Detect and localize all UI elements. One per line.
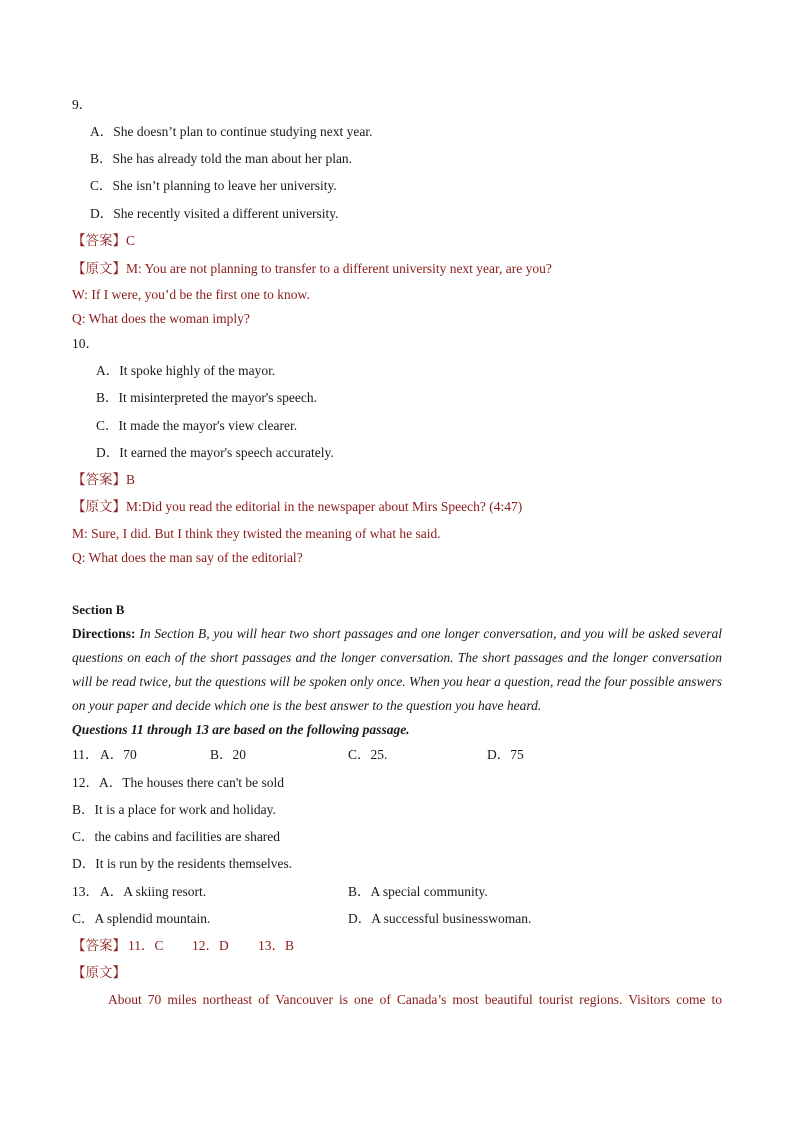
question-10-option-a: A．It spoke highly of the mayor. — [96, 363, 276, 378]
question-9-option-b: B．She has already told the man about her plan. — [90, 151, 353, 166]
question-10-transcript-line: Q: What does the man say of the editorial? — [72, 550, 303, 565]
question-12-line: D．It is run by the residents themselves. — [72, 856, 293, 871]
question-9-transcript-line: 【原文】M: You are not planning to transfer to a different university next year, are you? — [72, 261, 552, 276]
question-12-line: 12．A．The houses there can't be sold — [72, 775, 285, 790]
answers-label: 【答案】 — [72, 938, 126, 953]
question-9-transcript-line: W: If I were, you’d be the first one to know. — [72, 287, 310, 302]
question-9-number: 9． — [72, 97, 93, 112]
question-10-number: 10． — [72, 336, 99, 351]
question-11-number: 11． — [72, 747, 99, 762]
question-13-option-a: A．A skiing resort. — [100, 884, 207, 899]
question-10-option-d: D．It earned the mayor's speech accurately. — [96, 445, 334, 460]
section-title: Section B — [72, 602, 125, 617]
questions-intro: Questions 11 through 13 are based on the following passage. — [72, 722, 410, 737]
question-11-option-a: A．70 — [100, 747, 137, 762]
transcript-label: 【原文】 — [72, 965, 126, 980]
answer-item: 12．D — [192, 938, 229, 953]
question-13-option-b: B．A special community. — [348, 884, 488, 899]
answer-item: 11．C — [128, 938, 164, 953]
question-9-answer: 【答案】C — [72, 233, 136, 248]
question-10-transcript-line: 【原文】M:Did you read the editorial in the newspaper about Mirs Speech? (4:47) — [72, 499, 523, 514]
question-9-option-d: D．She recently visited a different university. — [90, 206, 339, 221]
question-12-line: B．It is a place for work and holiday. — [72, 802, 276, 817]
question-12-line: C．the cabins and facilities are shared — [72, 829, 281, 844]
question-13-number: 13． — [72, 884, 99, 899]
question-13-option-d: D．A successful businesswoman. — [348, 911, 532, 926]
question-11-option-b: B．20 — [210, 747, 247, 762]
question-11-option-c: C．25. — [348, 747, 388, 762]
question-10-option-b: B．It misinterpreted the mayor's speech. — [96, 390, 317, 405]
section-directions — [72, 622, 722, 718]
question-9-option-c: C．She isn’t planning to leave her university. — [90, 178, 337, 193]
question-11-option-d: D．75 — [487, 747, 524, 762]
question-10-option-c: C．It made the mayor's view clearer. — [96, 418, 298, 433]
question-10-transcript-line: M: Sure, I did. But I think they twisted the meaning of what he said. — [72, 526, 441, 541]
question-13-option-c: C．A splendid mountain. — [72, 911, 211, 926]
directions-label: Directions: — [72, 626, 136, 641]
passage-text: About 70 miles northeast of Vancouver is one of Canada’s most beautiful tourist regions. Visitors come to — [108, 992, 722, 1007]
question-9-option-a: A．She doesn’t plan to continue studying next year. — [90, 124, 373, 139]
directions-text: In Section B, you will hear two short passages and one longer conversation, and you will be asked several questions on each of the short passages and the longer conversation. The short passages and the longer conversation will be read twice, but the questions will be spoken only once. When you hear a question, read the four possible answers on your paper and decide which one is the best answer to the question you have heard. — [72, 626, 722, 713]
answer-item: 13．B — [258, 938, 295, 953]
question-10-answer: 【答案】B — [72, 472, 136, 487]
question-9-transcript-line: Q: What does the woman imply? — [72, 311, 250, 326]
